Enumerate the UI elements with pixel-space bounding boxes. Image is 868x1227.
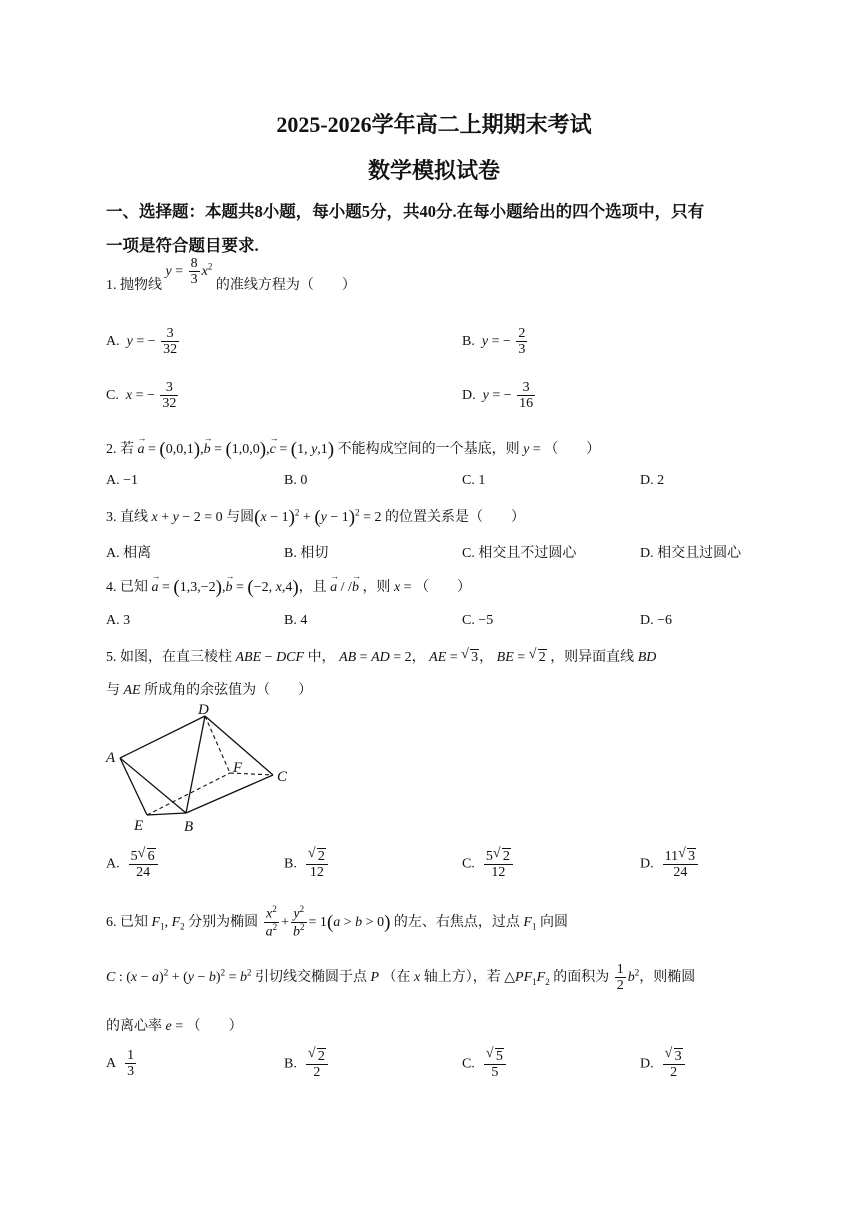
q5-option-a: A. $\frac{5√ 6}{24}$ — [106, 848, 160, 881]
edge-bd — [186, 716, 205, 813]
q6-option-b: B. √ $\frac{2}{2}$ — [284, 1048, 330, 1081]
q6-option-c: C. √ $\frac{5}{5}$ — [462, 1048, 508, 1081]
prism-figure — [100, 700, 300, 840]
q1-tail: 的准线方程为（ ） — [215, 278, 356, 294]
label-a: A — [106, 750, 116, 766]
question-2: 2. 若 → a = (0,0,1),→ b = (1,0,0),→ c = (1, y,1) 不能构成空间的一个基底，则 y = （ ） — [106, 438, 600, 461]
q4-option-d: D. −6 — [640, 613, 673, 628]
q3-option-b: B. 相切 — [284, 546, 329, 561]
section-heading-line1: 一、选择题：本题共8小题，每小题5分，共40分.在每小题给出的四个选项中，只有 — [106, 202, 705, 221]
q3-option-c: C. 相交且不过圆心 — [462, 546, 577, 561]
edge-bc — [186, 775, 273, 813]
q1-prefix: 1. 抛物线 — [106, 278, 162, 294]
q2-option-b: B. 0 — [284, 473, 308, 488]
edge-ab — [120, 758, 186, 813]
q4-option-a: A. 3 — [106, 613, 131, 628]
section-heading-line2: 一项是符合题目要求. — [106, 236, 259, 255]
question-5-line2: 与 AE 所成角的余弦值为（ ） — [106, 683, 313, 698]
q5-option-d: D. $\frac{11√ 3}{24}$ — [640, 848, 700, 881]
q3-option-a: A. 相离 — [106, 546, 152, 561]
q1-option-b: B. y = − $\frac{2}{3}$ — [462, 326, 526, 358]
question-4: 4. 已知 → a = (1,3,−2),→ b = (−2, x,4)，且 → a / /→ b ，则 x = （ ） — [106, 576, 471, 599]
q5-option-b: B. √ $\frac{2}{12}$ — [284, 848, 330, 881]
label-b: B — [184, 819, 194, 835]
q1-option-c: C. x = − $\frac{3}{32}$ — [106, 380, 177, 412]
q6-option-a: A $\frac{1}{3}$ — [106, 1048, 135, 1080]
label-d: D — [198, 702, 209, 718]
edge-ae — [120, 758, 147, 815]
exam-subtitle: 数学模拟试卷 — [367, 158, 500, 183]
question-6-line1: 6. 已知 $F_1$, $F_2$ 分别为椭圆 $\frac{x^2}{a^2}$ + $\frac{y^2}{b^2}$ = 1(a > b > 0) 的左、右焦点，过点 $F_1$ 向圆 — [106, 904, 568, 940]
q3-option-d: D. 相交且过圆心 — [640, 546, 742, 561]
question-6-line3: 的离心率 e = （ ） — [106, 1019, 243, 1034]
edge-df — [205, 716, 230, 773]
label-e: E — [134, 818, 144, 834]
q6-option-d: D. √ $\frac{3}{2}$ — [640, 1048, 687, 1081]
q5-option-c: C. $\frac{5√ 2}{12}$ — [462, 848, 515, 881]
question-3: 3. 直线 x + y − 2 = 0 与圆$(x - 1)^2 + (y - 1)^2 = 2$ 的位置关系是（ ） — [106, 507, 526, 528]
q4-option-c: C. −5 — [462, 613, 494, 628]
q4-option-b: B. 4 — [284, 613, 308, 628]
label-f: F — [233, 760, 243, 776]
q2-option-c: C. 1 — [462, 473, 486, 488]
edge-ad — [120, 716, 205, 758]
exam-title: 2025-2026学年高二上期期末考试 — [276, 112, 592, 137]
edge-eb — [147, 813, 186, 815]
q2-option-a: A. −1 — [106, 473, 139, 488]
question-1: 1. 抛物线 y = $\frac{8}{3}$ $x^2$ 的准线方程为（ ） — [106, 256, 356, 294]
q1-option-d: D. y = − $\frac{3}{16}$ — [462, 380, 534, 412]
q2-option-d: D. 2 — [640, 473, 665, 488]
q1-option-a: A. y = − $\frac{3}{32}$ — [106, 326, 178, 358]
label-c: C — [277, 769, 288, 785]
question-5-line1: 5. 如图，在直三棱柱 ABE − DCF 中， AB = AD = 2， AE = √ 3， BE = √ 2 ，则异面直线 BD — [106, 646, 656, 666]
question-6-line2: C : $(x - a)^2 + (y - b)^2 = b^2$ 引切线交椭圆于点 P （在 x 轴上方），若 $\triangle PF_1F_2$ 的面积为 $\frac{1}{2}$ $b^2$，则椭圆 — [106, 962, 696, 994]
edge-ef — [147, 773, 230, 815]
